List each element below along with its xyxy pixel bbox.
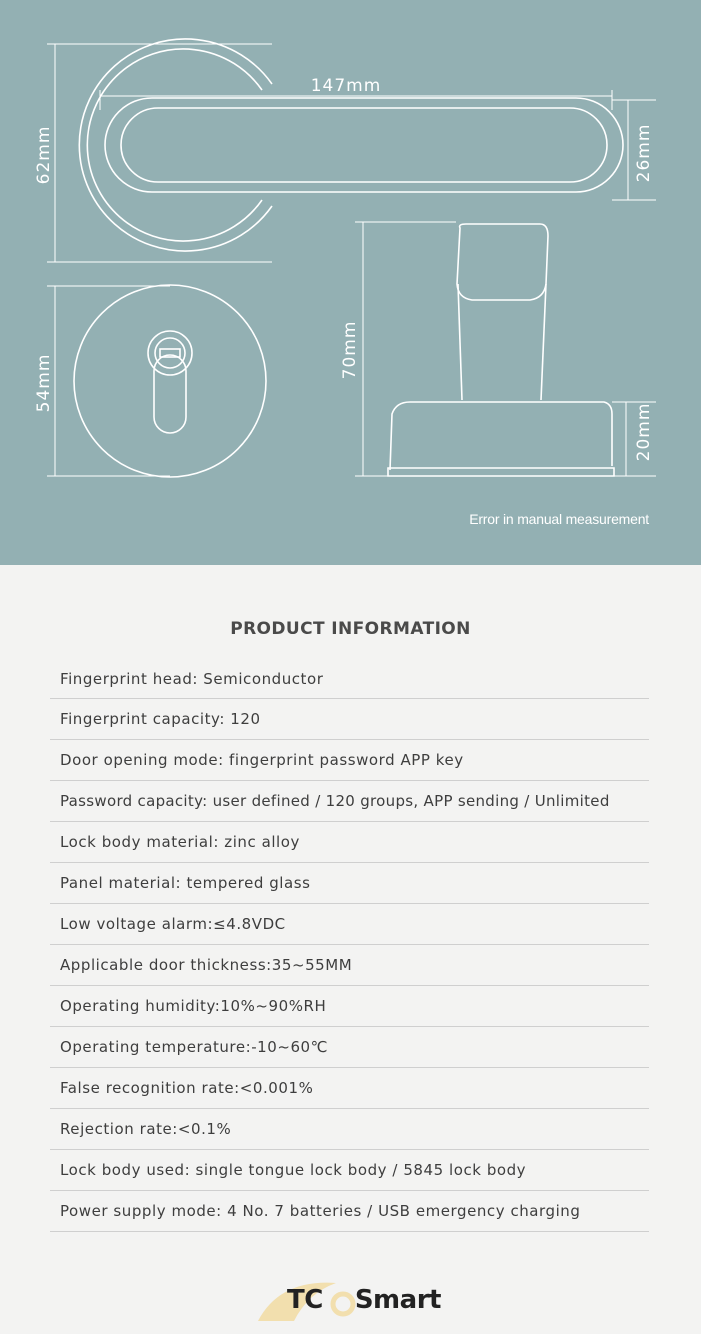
spec-row: Lock body material: zinc alloy bbox=[50, 822, 649, 863]
spec-row: Fingerprint head: Semiconductor bbox=[50, 659, 649, 699]
dim-handle-width: 26mm bbox=[634, 123, 654, 183]
product-information bbox=[0, 565, 701, 1334]
measurement-note: Error in manual measurement bbox=[469, 511, 649, 527]
spec-row: Low voltage alarm:≤4.8VDC bbox=[50, 904, 649, 945]
logo-wordmark bbox=[287, 1285, 441, 1315]
spec-row: Power supply mode: 4 No. 7 batteries / USB emergency charging bbox=[50, 1191, 649, 1232]
spec-row: Rejection rate:<0.1% bbox=[50, 1109, 649, 1150]
handle-side-view bbox=[388, 224, 614, 476]
dimension-drawing bbox=[0, 0, 701, 565]
dim-handle-length: 147mm bbox=[310, 76, 382, 96]
spec-row: Fingerprint capacity: 120 bbox=[50, 699, 649, 740]
spec-list bbox=[50, 659, 649, 1232]
logo-text-tc: TC bbox=[287, 1285, 323, 1315]
cylinder-rose-view bbox=[74, 285, 266, 477]
brand-logo bbox=[250, 1277, 450, 1327]
dim-rose-thickness: 20mm bbox=[634, 402, 654, 462]
spec-row: False recognition rate:<0.001% bbox=[50, 1068, 649, 1109]
logo-text-smart: Smart bbox=[354, 1285, 441, 1315]
spec-row: Applicable door thickness:35~55MM bbox=[50, 945, 649, 986]
spec-row: Door opening mode: fingerprint password APP key bbox=[50, 740, 649, 781]
spec-row: Operating humidity:10%~90%RH bbox=[50, 986, 649, 1027]
lock-outline-drawing bbox=[0, 0, 701, 565]
spec-row: Lock body used: single tongue lock body / 5845 lock body bbox=[50, 1150, 649, 1191]
section-title: PRODUCT INFORMATION bbox=[230, 619, 471, 639]
spec-row: Operating temperature:-10~60℃ bbox=[50, 1027, 649, 1068]
spec-row: Panel material: tempered glass bbox=[50, 863, 649, 904]
handle-top-view bbox=[79, 39, 623, 251]
dim-cylinder-rose-diameter: 54mm bbox=[34, 353, 54, 413]
dim-handle-height: 70mm bbox=[340, 320, 360, 380]
dim-rose-diameter: 62mm bbox=[34, 125, 54, 185]
spec-row: Password capacity: user defined / 120 groups, APP sending / Unlimited bbox=[50, 781, 649, 822]
